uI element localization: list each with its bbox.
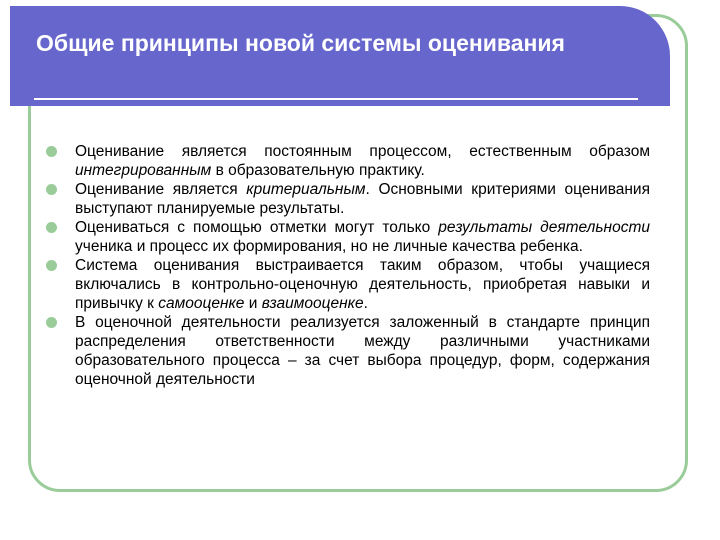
bullet-item <box>46 218 650 256</box>
bullet-item <box>46 313 650 389</box>
bullet-list <box>46 142 650 389</box>
bullet-icon <box>46 260 57 271</box>
slide-title: Общие принципы новой системы оценивания <box>36 30 565 56</box>
bullet-icon <box>46 317 57 328</box>
bullet-text: Оценивание является критериальным. Основными критериями оценивания выступают планируемые результаты. <box>75 181 650 217</box>
bullet-text: Оцениваться с помощью отметки могут только результаты деятельности ученика и процесс их формирования, но не личные качества ребенка. <box>75 219 650 255</box>
title-underline <box>34 98 638 100</box>
bullet-icon <box>46 146 57 157</box>
bullet-item <box>46 180 650 218</box>
bullet-item <box>46 256 650 313</box>
bullet-icon <box>46 184 57 195</box>
bullet-icon <box>46 222 57 233</box>
bullet-text: Система оценивания выстраивается таким образом, чтобы учащиеся включались в контрольно-оценочную деятельность, приобретая навыки и привычку к самооценке и взаимооценке. <box>75 257 650 312</box>
bullet-text: Оценивание является постоянным процессом, естественным образом интегрированным в образовательную практику. <box>75 143 650 179</box>
bullet-item <box>46 142 650 180</box>
bullet-text: В оценочной деятельности реализуется заложенный в стандарте принцип распределения ответственности между различными участниками образовательного процесса – за счет выбора процедур, форм, содержания оценочной деятельности <box>75 314 650 388</box>
